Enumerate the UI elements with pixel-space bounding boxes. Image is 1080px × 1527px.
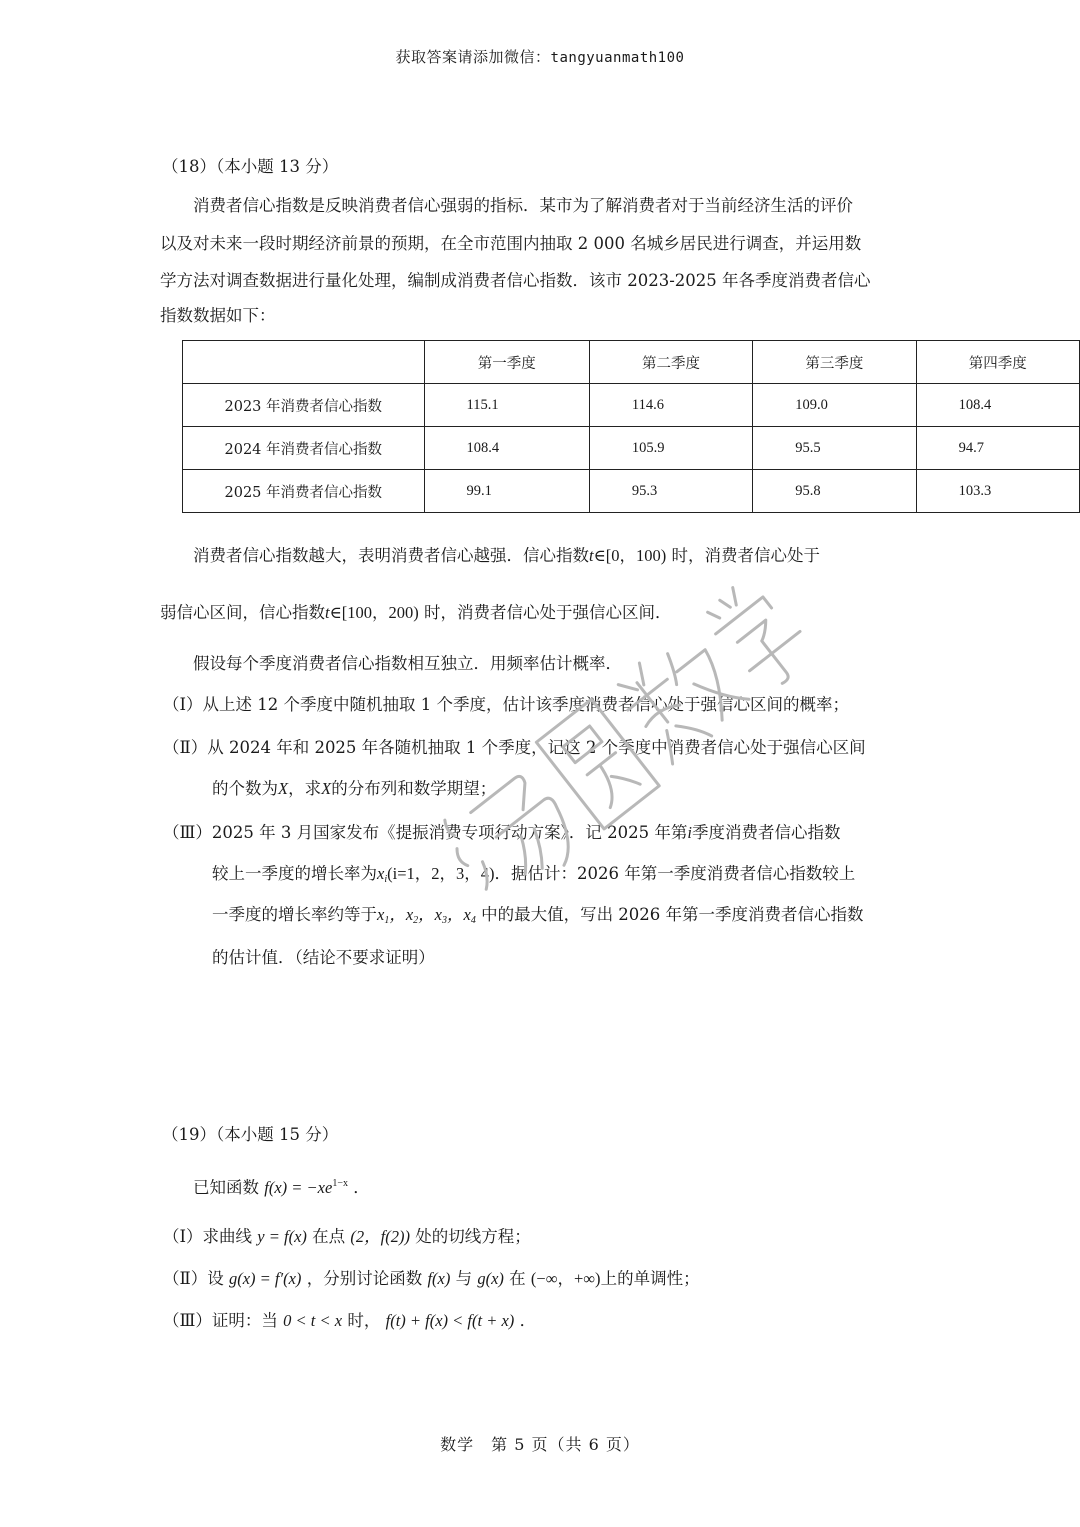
- table-header-cell: 第三季度: [753, 341, 916, 384]
- table-row-label: 2023 年消费者信心指数: [183, 384, 425, 427]
- q18-interval-weak: 消费者信心指数越大，表明消费者信心越强．信心指数t∈[0，100) 时，消费者信心处于: [193, 546, 821, 565]
- table-header-cell: 第一季度: [424, 341, 589, 384]
- q19-given: 已知函数 $f(x) = -xe^{1-x}$ ．: [193, 1178, 370, 1197]
- q19-part-1: （Ⅰ）求曲线 y = f(x) 在点 (2，f(2)) 处的切线方程；: [163, 1227, 531, 1246]
- q18-intro-line: 学方法对调查数据进行量化处理，编制成消费者信心指数．该市 2023-2025 年各季度消费者信心: [160, 271, 871, 290]
- wechat-id: tangyuanmath100: [550, 50, 685, 66]
- q18-part-3-line: 一季度的增长率约等于$x_1$，$x_2$，$x_3$，$x_4$ 中的最大值，写出 2026 年第一季度消费者信心指数: [212, 905, 864, 926]
- table-cell: 95.3: [589, 470, 752, 513]
- table-cell: 105.9: [589, 427, 752, 470]
- table-header-row: [183, 341, 1080, 384]
- table-row-label: 2024 年消费者信心指数: [183, 427, 425, 470]
- table-corner-cell: [183, 341, 425, 384]
- q19-part-3: （Ⅲ）证明：当 0 < t < x 时， f(t) + f(x) < f(t + x) ．: [163, 1311, 537, 1330]
- table-cell: 108.4: [916, 384, 1079, 427]
- q18-intro-line: 消费者信心指数是反映消费者信心强弱的指标．某市为了解消费者对于当前经济生活的评价: [193, 196, 853, 215]
- q19-part-2: （Ⅱ）设 g(x) = f′(x) ，分别讨论函数 f(x) 与 g(x) 在 (−∞，+∞)上的单调性；: [163, 1269, 700, 1288]
- table-cell: 115.1: [424, 384, 589, 427]
- page-footer: 数学 第 5 页（共 6 页）: [440, 1435, 640, 1454]
- rate-list: $x_1$，$x_2$，$x_3$，$x_4$: [377, 905, 476, 926]
- table-cell: 108.4: [424, 427, 589, 470]
- q18-part-1: （Ⅰ）从上述 12 个季度中随机抽取 1 个季度，估计该季度消费者信心处于强信心区间的概率；: [163, 695, 849, 714]
- table-header-cell: 第二季度: [589, 341, 752, 384]
- q18-part-2-line: （Ⅱ）从 2024 年和 2025 年各随机抽取 1 个季度，记这 2 个季度中消费者信心处于强信心区间: [163, 738, 866, 757]
- q18-assumption: 假设每个季度消费者信心指数相互独立．用频率估计概率．: [193, 654, 622, 673]
- table-cell: 99.1: [424, 470, 589, 513]
- table-cell: 103.3: [916, 470, 1079, 513]
- table-row: [183, 384, 1080, 427]
- q18-part-3-line: （Ⅲ）2025 年 3 月国家发布《提振消费专项行动方案》．记 2025 年第i季度消费者信心指数: [163, 823, 841, 842]
- table-cell: 95.5: [753, 427, 916, 470]
- table-row: [183, 470, 1080, 513]
- table-cell: 114.6: [589, 384, 752, 427]
- table-header-cell: 第四季度: [916, 341, 1079, 384]
- q18-interval-strong: 弱信心区间，信心指数t∈[100，200) 时，消费者信心处于强信心区间．: [160, 603, 672, 622]
- table-row: [183, 427, 1080, 470]
- q18-title: （18）（本小题 13 分）: [162, 157, 339, 176]
- q19-title: （19）（本小题 15 分）: [162, 1125, 339, 1144]
- q18-part-2-line: 的个数为X，求X的分布列和数学期望；: [212, 779, 497, 798]
- table-cell: 94.7: [916, 427, 1079, 470]
- q18-intro-line: 指数数据如下：: [160, 306, 276, 325]
- q18-intro-line: 以及对未来一段时期经济前景的预期，在全市范围内抽取 2 000 名城乡居民进行调查，并运用数: [160, 234, 862, 253]
- header-contact-note: 获取答案请添加微信：tangyuanmath100: [395, 48, 685, 66]
- table-cell: 109.0: [753, 384, 916, 427]
- q18-part-3-line: 的估计值．（结论不要求证明）: [212, 948, 435, 967]
- consumer-confidence-table: [182, 340, 1080, 513]
- table-row-label: 2025 年消费者信心指数: [183, 470, 425, 513]
- q18-part-3-line: 较上一季度的增长率为$x_i(i=1$，2，3，4)．据估计：2026 年第一季度消费者信心指数较上: [212, 864, 856, 885]
- table-cell: 95.8: [753, 470, 916, 513]
- rate-symbol: $x_i$: [377, 864, 388, 885]
